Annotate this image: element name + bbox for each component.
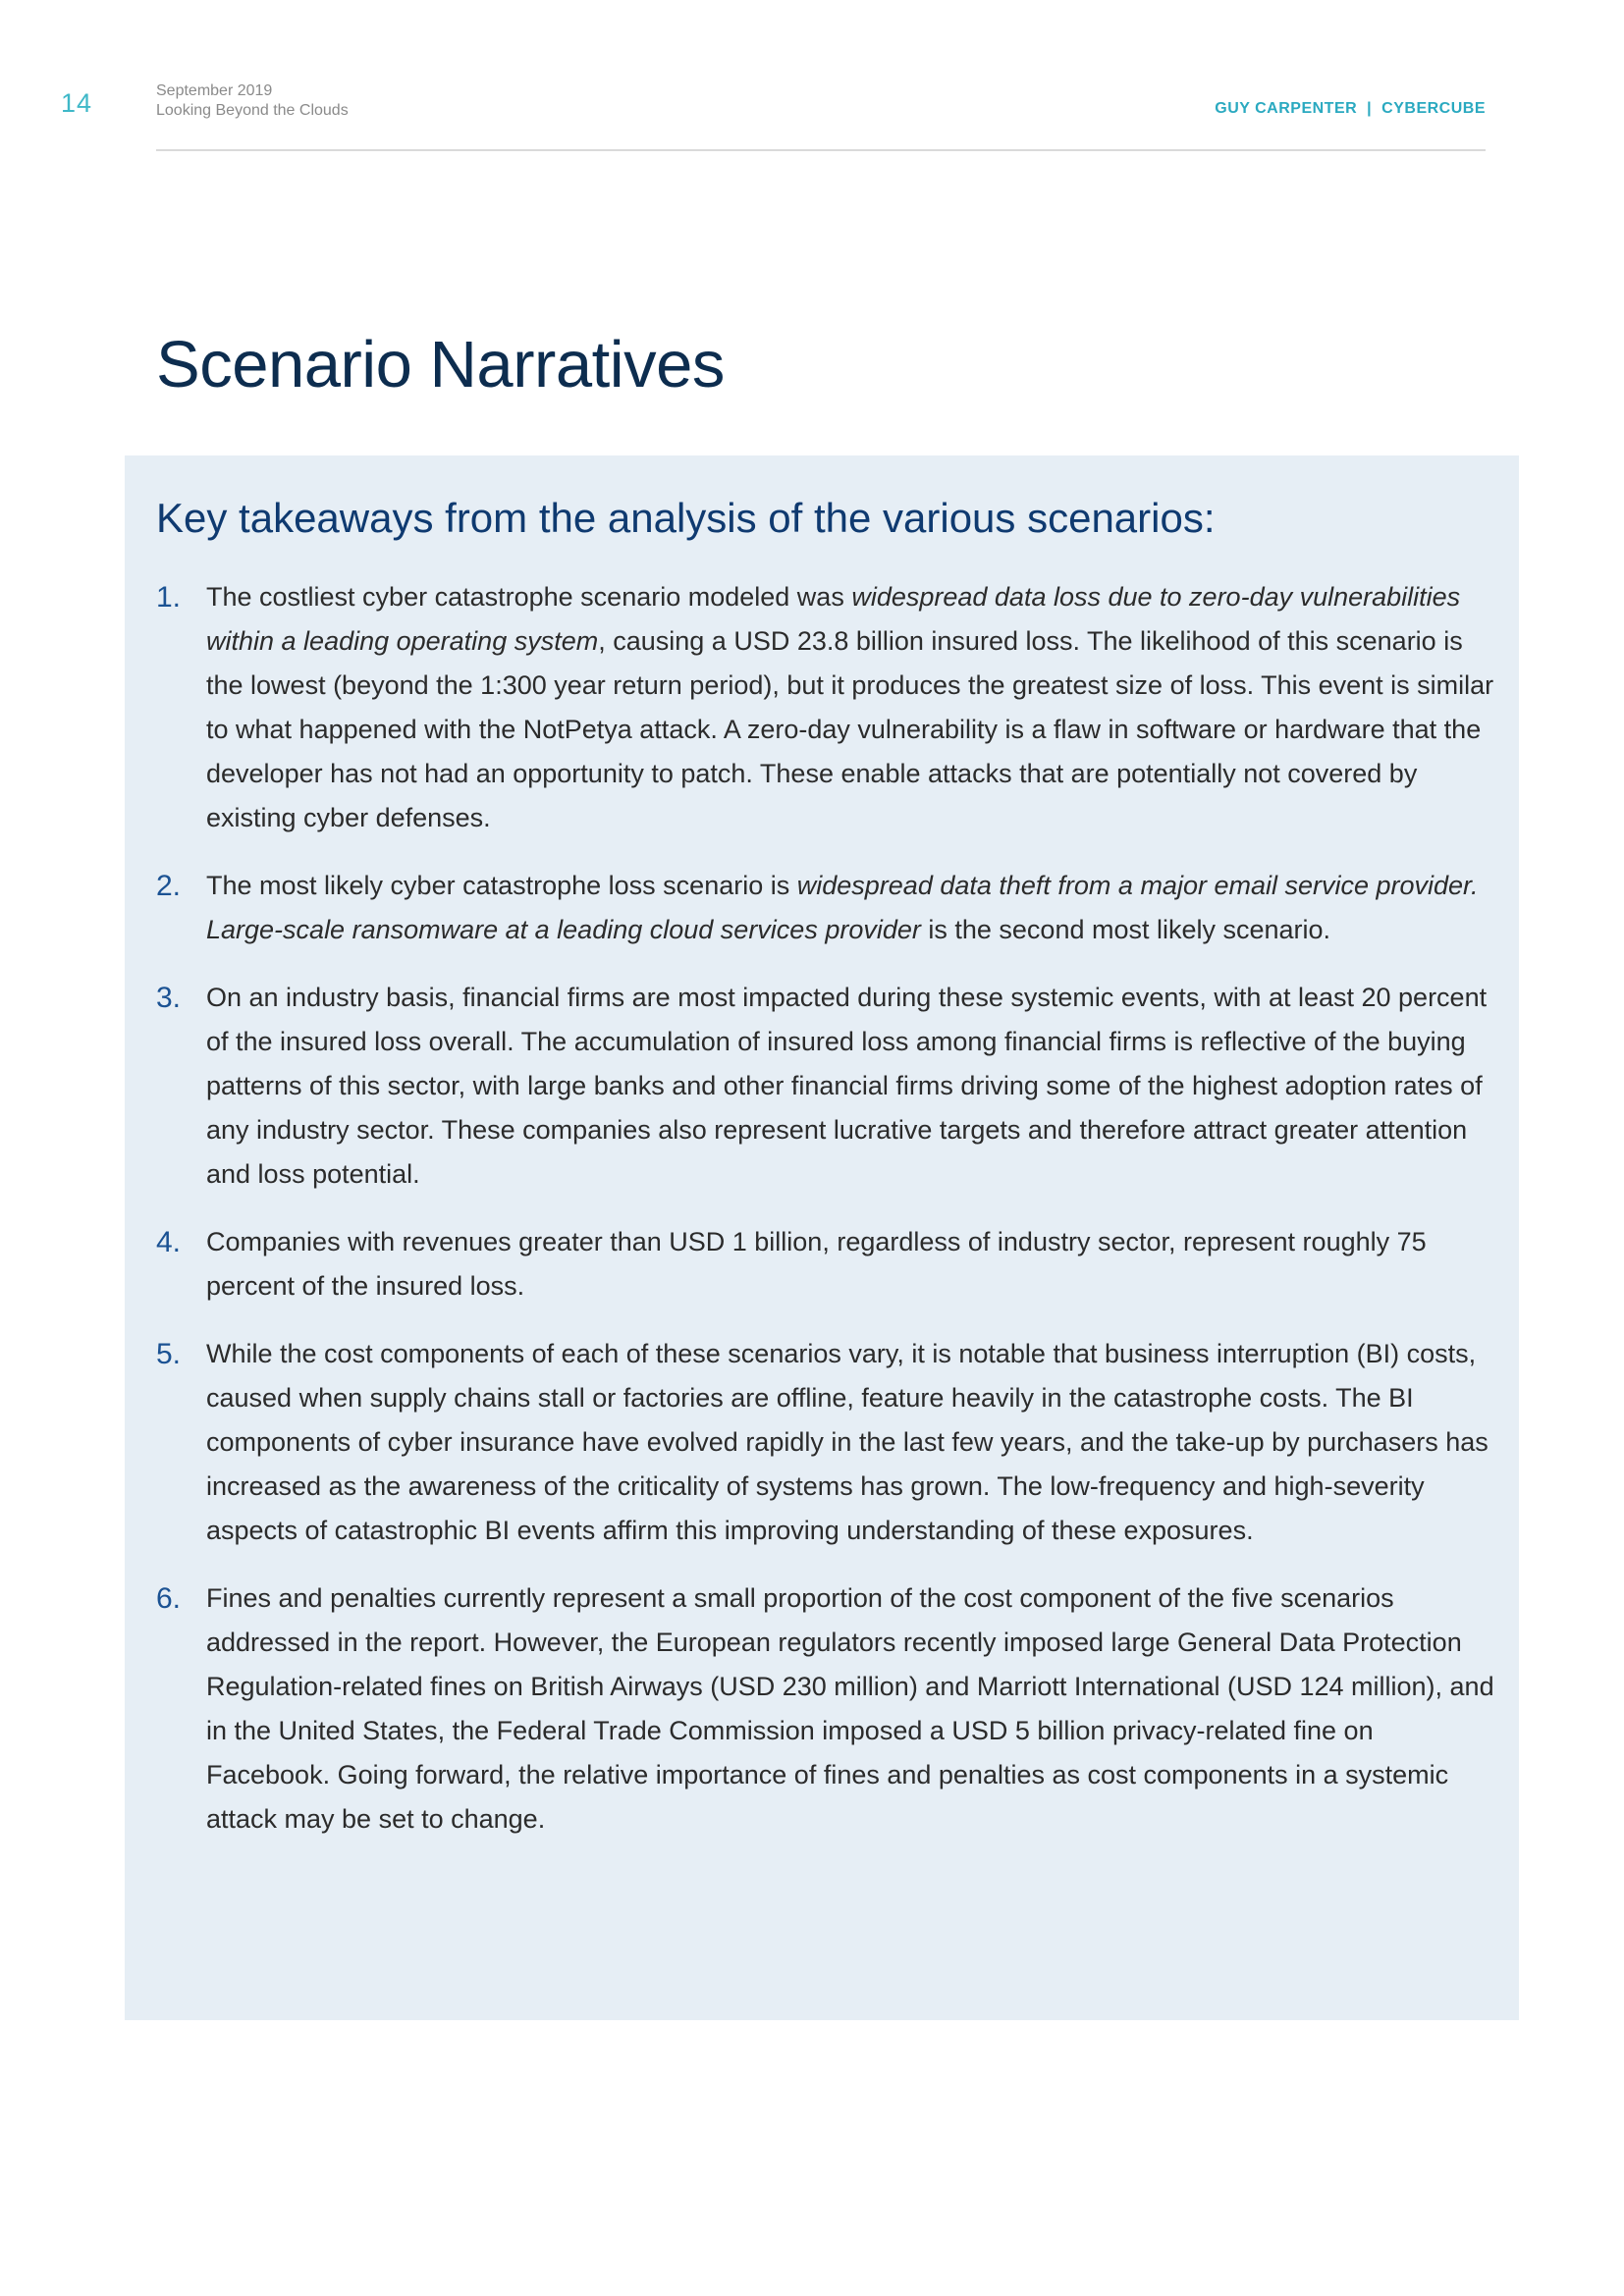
takeaway-text: Companies with revenues greater than USD 1 billion, regardless of industry sector, represent roughly 75 percent of the insured loss. (206, 1227, 1427, 1301)
takeaway-text: is the second most likely scenario. (920, 915, 1331, 944)
takeaway-item (156, 864, 1501, 952)
page-number: 14 (61, 88, 93, 118)
takeaways-list (156, 575, 1501, 1865)
takeaway-text: The most likely cyber catastrophe loss scenario is (206, 871, 797, 900)
brand-guy-carpenter: GUY CARPENTER (1215, 100, 1358, 117)
takeaway-italic-text: widespread data theft from a major email service provider. Large-scale ransomware at a leading cloud services provider (206, 871, 1479, 944)
takeaway-text: , causing a USD 23.8 billion insured loss. The likelihood of this scenario is the lowest (beyond the 1:300 year return period), but it produces the greatest size of loss. This event is similar to what happened with the NotPetya attack. A zero-day vulnerability is a flaw in software or hardware that the developer has not had an opportunity to patch. These enable attacks that are potentially not covered by existing cyber defenses. (206, 626, 1494, 832)
header-meta (156, 81, 349, 121)
takeaway-number: 4. (156, 1226, 182, 1258)
takeaway-item (156, 976, 1501, 1197)
takeaway-item (156, 1576, 1501, 1842)
brand-separator: | (1367, 100, 1373, 117)
report-title: Looking Beyond the Clouds (156, 102, 349, 119)
report-date: September 2019 (156, 82, 273, 99)
key-takeaways-box (125, 455, 1519, 2020)
header-brand (1215, 100, 1486, 118)
takeaway-number: 1. (156, 581, 182, 614)
takeaway-text: On an industry basis, financial firms are most impacted during these systemic events, with at least 20 percent of the insured loss overall. The accumulation of insured loss among financial firms is reflective of the buying patterns of this sector, with large banks and other financial firms driving some of the highest adoption rates of any industry sector. These companies also represent lucrative targets and therefore attract greater attention and loss potential. (206, 983, 1488, 1189)
takeaway-number: 6. (156, 1582, 182, 1615)
takeaway-number: 2. (156, 870, 182, 902)
key-takeaways-heading: Key takeaways from the analysis of the various scenarios: (156, 495, 1216, 541)
takeaway-item (156, 1332, 1501, 1553)
takeaway-italic-text: widespread data loss due to zero-day vulnerabilities within a leading operating system (206, 582, 1461, 656)
takeaway-text: Fines and penalties currently represent a small proportion of the cost component of the five scenarios addressed in the report. However, the European regulators recently imposed large General Data Protection Regulation-related fines on British Airways (USD 230 million) and Marriott International (USD 124 million), and in the United States, the Federal Trade Commission imposed a USD 5 billion privacy-related fine on Facebook. Going forward, the relative importance of fines and penalties as cost components in a systemic attack may be set to change. (206, 1583, 1494, 1834)
header-divider (156, 149, 1486, 151)
takeaway-text: The costliest cyber catastrophe scenario modeled was (206, 582, 852, 612)
takeaway-item (156, 1220, 1501, 1308)
brand-cybercube: CYBERCUBE (1381, 100, 1486, 117)
takeaway-text: While the cost components of each of these scenarios vary, it is notable that business interruption (BI) costs, caused when supply chains stall or factories are offline, feature heavily in the catastrophe costs. The BI components of cyber insurance have evolved rapidly in the last few years, and the take-up by purchasers has increased as the awareness of the criticality of systems has grown. The low-frequency and high-severity aspects of catastrophic BI events affirm this improving understanding of these exposures. (206, 1339, 1489, 1545)
takeaway-item (156, 575, 1501, 840)
page-title: Scenario Narratives (156, 328, 725, 401)
takeaway-number: 3. (156, 982, 182, 1014)
takeaway-number: 5. (156, 1338, 182, 1370)
